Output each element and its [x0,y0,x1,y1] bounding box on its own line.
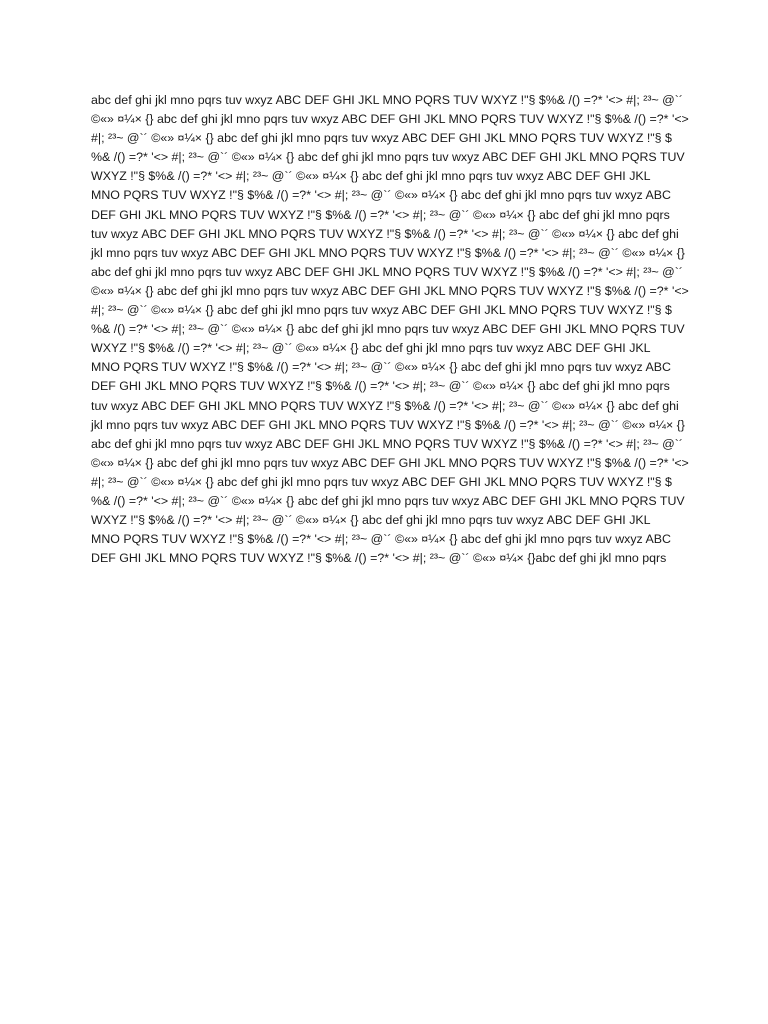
text-line: #|; ²³~ @`´ ©«» ¤¼× {} abc def ghi jkl mno pqrs tuv wxyz ABC DEF GHI JKL MNO PQRS TUV WXYZ !"§ $ [91,303,672,318]
text-line: ©«» ¤¼× {} abc def ghi jkl mno pqrs tuv wxyz ABC DEF GHI JKL MNO PQRS TUV WXYZ !"§ $%& /() =?* '<> [91,283,689,298]
text-line: WXYZ !"§ $%& /() =?* '<> #|; ²³~ @`´ ©«» ¤¼× {} abc def ghi jkl mno pqrs tuv wxyz ABC DEF GHI JKL [91,341,651,356]
text-line: %& /() =?* '<> #|; ²³~ @`´ ©«» ¤¼× {} abc def ghi jkl mno pqrs tuv wxyz ABC DEF GHI JKL MNO PQRS TUV [91,493,685,508]
text-line: WXYZ !"§ $%& /() =?* '<> #|; ²³~ @`´ ©«» ¤¼× {} abc def ghi jkl mno pqrs tuv wxyz ABC DEF GHI JKL [91,513,651,528]
text-line: DEF GHI JKL MNO PQRS TUV WXYZ !"§ $%& /() =?* '<> #|; ²³~ @`´ ©«» ¤¼× {} abc def ghi jkl mno pqrs [91,379,670,394]
text-line: MNO PQRS TUV WXYZ !"§ $%& /() =?* '<> #|; ²³~ @`´ ©«» ¤¼× {} abc def ghi jkl mno pqrs tuv wxyz ABC [91,360,671,375]
text-line: %& /() =?* '<> #|; ²³~ @`´ ©«» ¤¼× {} abc def ghi jkl mno pqrs tuv wxyz ABC DEF GHI JKL MNO PQRS TUV [91,150,685,165]
text-line: jkl mno pqrs tuv wxyz ABC DEF GHI JKL MNO PQRS TUV WXYZ !"§ $%& /() =?* '<> #|; ²³~ @`´ ©«» ¤¼× {} [91,417,685,432]
text-line: #|; ²³~ @`´ ©«» ¤¼× {} abc def ghi jkl mno pqrs tuv wxyz ABC DEF GHI JKL MNO PQRS TUV WXYZ !"§ $ [91,474,672,489]
text-line: MNO PQRS TUV WXYZ !"§ $%& /() =?* '<> #|; ²³~ @`´ ©«» ¤¼× {} abc def ghi jkl mno pqrs tuv wxyz ABC [91,188,671,203]
text-line: DEF GHI JKL MNO PQRS TUV WXYZ !"§ $%& /() =?* '<> #|; ²³~ @`´ ©«» ¤¼× {} abc def ghi jkl mno pqrs [91,207,670,222]
text-line: DEF GHI JKL MNO PQRS TUV WXYZ !"§ $%& /() =?* '<> #|; ²³~ @`´ ©«» ¤¼× {}abc def ghi jkl mno pqrs [91,551,667,566]
text-line: WXYZ !"§ $%& /() =?* '<> #|; ²³~ @`´ ©«» ¤¼× {} abc def ghi jkl mno pqrs tuv wxyz ABC DEF GHI JKL [91,169,651,184]
text-line: abc def ghi jkl mno pqrs tuv wxyz ABC DEF GHI JKL MNO PQRS TUV WXYZ !"§ $%& /() =?* '<> #|; ²³~ @`´ [91,264,684,279]
text-line: abc def ghi jkl mno pqrs tuv wxyz ABC DEF GHI JKL MNO PQRS TUV WXYZ !"§ $%& /() =?* '<> #|; ²³~ @`´ [91,93,684,107]
text-line: jkl mno pqrs tuv wxyz ABC DEF GHI JKL MNO PQRS TUV WXYZ !"§ $%& /() =?* '<> #|; ²³~ @`´ ©«» ¤¼× {} [91,245,685,260]
text-line: tuv wxyz ABC DEF GHI JKL MNO PQRS TUV WXYZ !"§ $%& /() =?* '<> #|; ²³~ @`´ ©«» ¤¼× {} abc def ghi [91,398,679,413]
text-line: abc def ghi jkl mno pqrs tuv wxyz ABC DEF GHI JKL MNO PQRS TUV WXYZ !"§ $%& /() =?* '<> #|; ²³~ @`´ [91,436,684,451]
text-line: ©«» ¤¼× {} abc def ghi jkl mno pqrs tuv wxyz ABC DEF GHI JKL MNO PQRS TUV WXYZ !"§ $%& /() =?* '<> [91,112,689,127]
text-line: #|; ²³~ @`´ ©«» ¤¼× {} abc def ghi jkl mno pqrs tuv wxyz ABC DEF GHI JKL MNO PQRS TUV WXYZ !"§ $ [91,131,672,146]
text-line: tuv wxyz ABC DEF GHI JKL MNO PQRS TUV WXYZ !"§ $%& /() =?* '<> #|; ²³~ @`´ ©«» ¤¼× {} abc def ghi [91,226,679,241]
text-line: ©«» ¤¼× {} abc def ghi jkl mno pqrs tuv wxyz ABC DEF GHI JKL MNO PQRS TUV WXYZ !"§ $%& /() =?* '<> [91,455,689,470]
body-text [91,91,689,568]
text-line: %& /() =?* '<> #|; ²³~ @`´ ©«» ¤¼× {} abc def ghi jkl mno pqrs tuv wxyz ABC DEF GHI JKL MNO PQRS TUV [91,322,685,337]
text-line: MNO PQRS TUV WXYZ !"§ $%& /() =?* '<> #|; ²³~ @`´ ©«» ¤¼× {} abc def ghi jkl mno pqrs tuv wxyz ABC [91,532,671,547]
